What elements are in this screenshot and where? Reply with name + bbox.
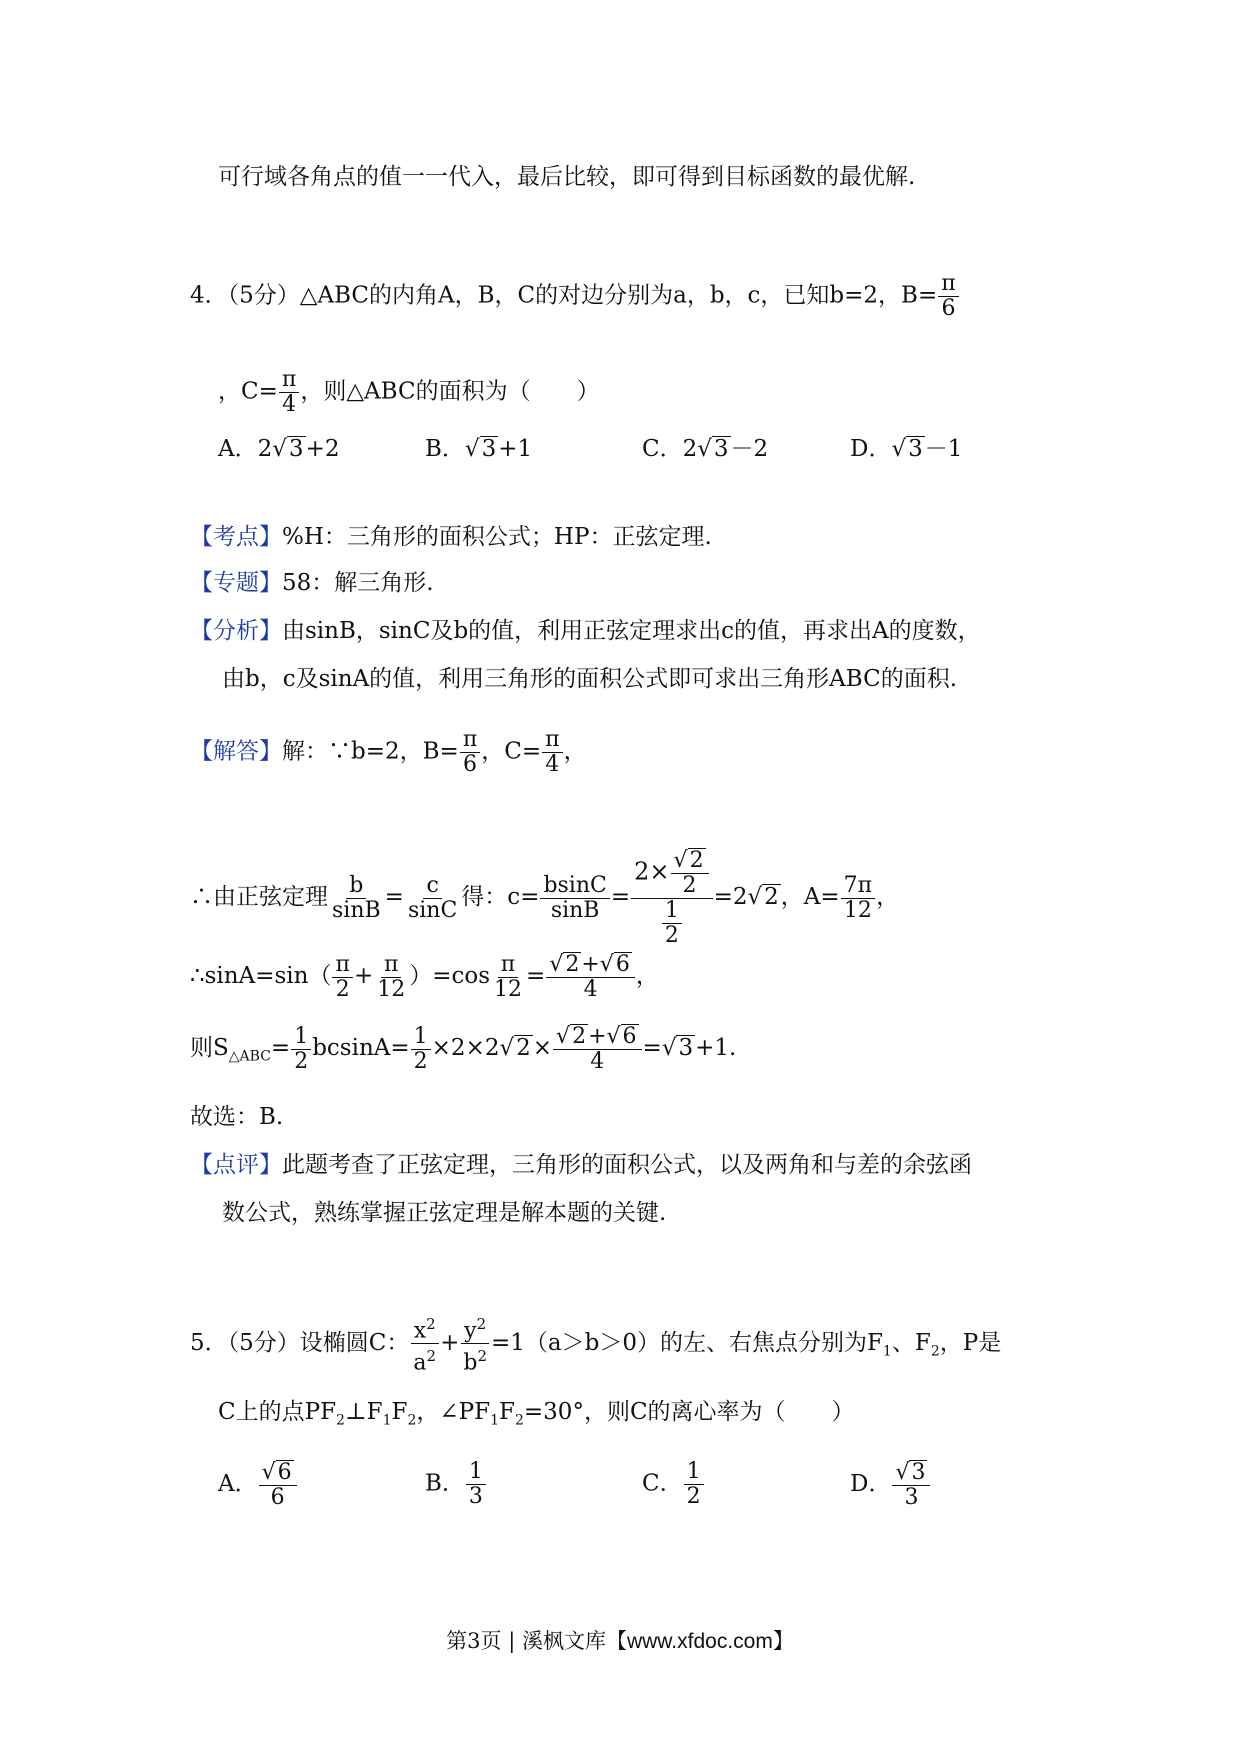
step-text: = xyxy=(642,1035,662,1061)
sqrt-2: √2 xyxy=(671,848,709,874)
question-5-stem-cont xyxy=(218,1395,855,1438)
kaodian-text: %H：三角形的面积公式；HP：正弦定理. xyxy=(282,524,712,550)
page-footer xyxy=(0,1625,1240,1655)
question-4-text-3: ，则△ABC的面积为（ ） xyxy=(300,378,600,405)
fraction-pi-over-2: $\frac{\pi}{2}$ xyxy=(332,953,352,1002)
fraction-sqrt3-over-3: $\frac{√3}{3}$ xyxy=(892,1460,930,1510)
fenxi-text-2: 由b，c及sinA的值，利用三角形的面积公式即可求出三角形ABC的面积. xyxy=(222,666,958,692)
fraction-pi-over-4: $\frac{\pi}{4}$ xyxy=(542,728,562,777)
fraction-pi-over-6: $\frac{\pi}{6}$ xyxy=(460,728,480,777)
jieda-tag: 【解答】 xyxy=(190,738,282,765)
subscript: 1 xyxy=(382,1412,392,1429)
option-label: C． xyxy=(642,436,683,462)
plus: + xyxy=(588,1024,607,1049)
numerator: √6 xyxy=(259,1460,297,1486)
question-5-text: + xyxy=(440,1329,460,1356)
question-5-number: 5．（5分） xyxy=(190,1329,300,1356)
option-text: +1 xyxy=(498,436,533,462)
fraction-bsinC-over-sinB: $\frac{bsinC}{\sin B}$ xyxy=(540,874,609,923)
sqrt-3: √3 xyxy=(464,436,497,462)
radicand: 3 xyxy=(288,436,304,462)
compound-fraction xyxy=(631,848,712,948)
numerator: √2+√6 xyxy=(546,952,635,978)
q5-option-a[interactable] xyxy=(218,1460,298,1510)
jieda-line xyxy=(190,728,587,777)
solution-step-4 xyxy=(190,1024,736,1074)
step-text: 得：c= xyxy=(461,884,540,910)
question-5-stem xyxy=(190,1312,1001,1376)
dianping-text-1: 此题考查了正弦定理，三角形的面积公式，以及两角和与差的余弦函 xyxy=(282,1152,972,1178)
subscript: 1 xyxy=(490,1412,500,1429)
kaodian-line xyxy=(190,520,712,554)
question-5-text: ，∠PF xyxy=(416,1399,491,1425)
exponent: 2 xyxy=(476,1315,487,1333)
question-5-text: ，P是 xyxy=(939,1329,1002,1356)
fenxi-tag: 【分析】 xyxy=(190,618,282,644)
plus: + xyxy=(581,952,600,977)
kaodian-tag: 【考点】 xyxy=(190,524,282,550)
exponent: 2 xyxy=(426,1347,437,1366)
step-text: = xyxy=(384,884,404,910)
question-4-text: △ABC的内角A，B，C的对边分别为a，b，c，已知b=2，B= xyxy=(299,282,938,309)
fraction-sqrt6-over-6: $\frac{√6}{6}$ xyxy=(259,1460,297,1510)
step-text: ×2×2 xyxy=(431,1035,500,1061)
option-label: A． xyxy=(218,436,258,462)
option-text: 2 xyxy=(257,436,273,462)
sqrt-3: √3 xyxy=(661,1035,694,1061)
fraction-sqrt2-plus-sqrt6-over-4: $\frac{√2+√6}{4}$ xyxy=(546,952,635,1002)
radicand: 2 xyxy=(689,848,704,873)
jieda-text: ， xyxy=(563,738,587,765)
fraction-1-over-2: $\frac{1}{2}$ xyxy=(684,1460,704,1509)
option-label: C． xyxy=(642,1470,683,1497)
var: y xyxy=(464,1318,477,1344)
question-4-text-2: ，C= xyxy=(218,378,278,405)
answer-choice: 故选：B. xyxy=(190,1104,284,1130)
fraction-1-over-2: $\frac{1}{2}$ xyxy=(662,899,682,948)
radicand: 3 xyxy=(911,1460,926,1485)
q5-option-b[interactable] xyxy=(425,1460,487,1509)
numerator xyxy=(411,1312,439,1344)
question-5-text: C上的点PF xyxy=(218,1399,337,1425)
subscript: 2 xyxy=(514,1412,524,1429)
question-4-stem-cont xyxy=(218,368,600,417)
step-text: ）=cos xyxy=(409,963,491,989)
step-text: 则S xyxy=(190,1035,229,1061)
step-text: × xyxy=(532,1035,553,1061)
radicand: 2 xyxy=(516,1035,531,1061)
sqrt-2: √2 xyxy=(499,1035,531,1061)
option-label: B． xyxy=(425,1470,465,1497)
subscript: 2 xyxy=(407,1412,417,1429)
radicand: 2 xyxy=(572,1024,587,1049)
q5-option-d[interactable] xyxy=(850,1460,931,1510)
fraction-pi-over-12: $\frac{\pi}{12}$ xyxy=(494,951,523,1002)
question-5-text: 、F xyxy=(891,1329,931,1356)
fraction-pi-over-6: $\frac{\pi}{6}$ xyxy=(938,272,958,321)
radicand: 2 xyxy=(764,884,779,910)
option-text: －1 xyxy=(924,436,963,462)
q4-option-b[interactable] xyxy=(425,432,532,466)
question-5-text: 设椭圆C： xyxy=(299,1329,410,1356)
option-label: D． xyxy=(850,1471,892,1497)
fraction-1-over-2: $\frac{1}{2}$ xyxy=(291,1025,311,1074)
question-5-text: F xyxy=(499,1399,515,1425)
fraction-1-over-3: $\frac{1}{3}$ xyxy=(466,1460,486,1509)
page-number: 第3页 xyxy=(446,1629,502,1653)
zhuanti-line xyxy=(190,566,434,600)
solution-step-2 xyxy=(190,848,899,948)
q4-option-d[interactable] xyxy=(850,432,962,466)
subscript: 2 xyxy=(336,1412,345,1429)
subscript: 2 xyxy=(930,1343,940,1360)
footer-separator: | xyxy=(508,1629,516,1653)
denominator xyxy=(460,1344,490,1375)
fraction-pi-over-12: $\frac{\pi}{12}$ xyxy=(377,951,406,1002)
q5-option-c[interactable] xyxy=(642,1460,705,1509)
fraction-b-over-sinB: $\frac{b}{\sin B}$ xyxy=(332,872,381,923)
dianping-line xyxy=(190,1148,972,1182)
fraction-1-over-2: $\frac{1}{2}$ xyxy=(411,1025,431,1074)
denominator xyxy=(410,1344,439,1375)
fenxi-text-1: 由sinB，sinC及b的值，利用正弦定理求出c的值，再求出A的度数， xyxy=(282,618,981,644)
jieda-text: ，C= xyxy=(481,738,542,765)
fraction-sqrt2-plus-sqrt6-over-4: $\frac{√2+√6}{4}$ xyxy=(553,1024,642,1074)
dianping-text-2: 数公式，熟练掌握正弦定理是解本题的关键. xyxy=(222,1200,667,1226)
fraction-7pi-over-12: $\frac{7\pi}{12}$ xyxy=(841,874,875,923)
question-4-number: 4．（5分） xyxy=(190,282,300,309)
subscript: 1 xyxy=(882,1343,892,1360)
numerator xyxy=(461,1312,489,1344)
zhuanti-tag: 【专题】 xyxy=(190,570,282,596)
exponent: 2 xyxy=(426,1315,436,1333)
option-text: +2 xyxy=(305,436,340,462)
q4-option-a[interactable] xyxy=(218,432,339,466)
step-text: = xyxy=(610,884,631,910)
radicand: 3 xyxy=(908,436,923,462)
question-5-text: F xyxy=(391,1399,408,1425)
question-5-text: =30°，则C的离心率为（ ） xyxy=(523,1399,855,1425)
radicand: 6 xyxy=(615,952,630,977)
radicand: 3 xyxy=(678,1035,694,1061)
sqrt-2: √2 xyxy=(747,884,779,910)
option-label: A． xyxy=(218,1471,258,1497)
step-text: = xyxy=(526,963,546,989)
fraction-pi-over-4: $\frac{\pi}{4}$ xyxy=(279,368,299,417)
zhuanti-text: 58：解三角形. xyxy=(282,570,434,596)
sqrt-3: √3 xyxy=(697,436,729,462)
step-text: + xyxy=(353,963,374,989)
radicand: 2 xyxy=(565,952,580,977)
option-label: D． xyxy=(850,436,892,462)
fraction-y2-over-b2 xyxy=(460,1312,490,1376)
numerator: √2+√6 xyxy=(553,1024,642,1050)
step-text: bcsinA= xyxy=(312,1035,410,1061)
site-url[interactable]: 【www.xfdoc.com】 xyxy=(605,1630,794,1653)
question-5-text: ⊥F xyxy=(344,1399,383,1425)
jieda-text: 解：∵b=2，B= xyxy=(282,738,459,765)
radicand: 3 xyxy=(713,436,729,462)
step-text: = xyxy=(270,1035,291,1061)
sqrt-3: √3 xyxy=(891,436,923,462)
step-text: ，A= xyxy=(780,884,840,910)
option-label: B． xyxy=(425,436,465,462)
q4-option-c[interactable] xyxy=(642,432,768,466)
step-text: ∴sinA=sin（ xyxy=(190,963,332,989)
site-name: 溪枫文库 xyxy=(521,1629,606,1653)
numerator: √3 xyxy=(892,1460,930,1486)
var: a xyxy=(413,1350,427,1376)
fraction-c-over-sinC: $\frac{c}{\sin C}$ xyxy=(407,872,458,923)
numerator-text: 2× xyxy=(634,857,670,886)
exponent: 2 xyxy=(477,1347,487,1366)
step-text: +1. xyxy=(695,1035,737,1061)
option-text: －2 xyxy=(730,436,769,462)
option-text: 2 xyxy=(682,436,698,462)
step-text: ， xyxy=(876,884,900,910)
radicand: 6 xyxy=(277,1460,292,1485)
solution-step-3 xyxy=(190,952,659,1002)
fraction-x2-over-a2 xyxy=(410,1312,439,1376)
var: x xyxy=(413,1318,427,1344)
var: b xyxy=(463,1350,478,1376)
step-text: =2 xyxy=(713,884,748,910)
fenxi-line xyxy=(190,614,981,648)
dianping-tag: 【点评】 xyxy=(190,1152,282,1178)
fraction-sqrt2-over-2: $\frac{√2}{2}$ xyxy=(671,848,709,898)
continued-text: 可行域各角点的值一一代入，最后比较，即可得到目标函数的最优解. xyxy=(218,164,916,190)
question-5-text: =1（a＞b＞0）的左、右焦点分别为F xyxy=(490,1329,883,1356)
subscript: △ABC xyxy=(228,1048,271,1065)
step-text: ∴由正弦定理 xyxy=(190,884,328,910)
radicand: 3 xyxy=(481,436,497,462)
compound-denominator xyxy=(658,899,686,948)
step-text: ， xyxy=(635,963,659,989)
radicand: 6 xyxy=(622,1024,637,1049)
question-4-stem xyxy=(190,272,960,321)
sqrt-3: √3 xyxy=(272,436,304,462)
compound-numerator xyxy=(631,848,712,899)
